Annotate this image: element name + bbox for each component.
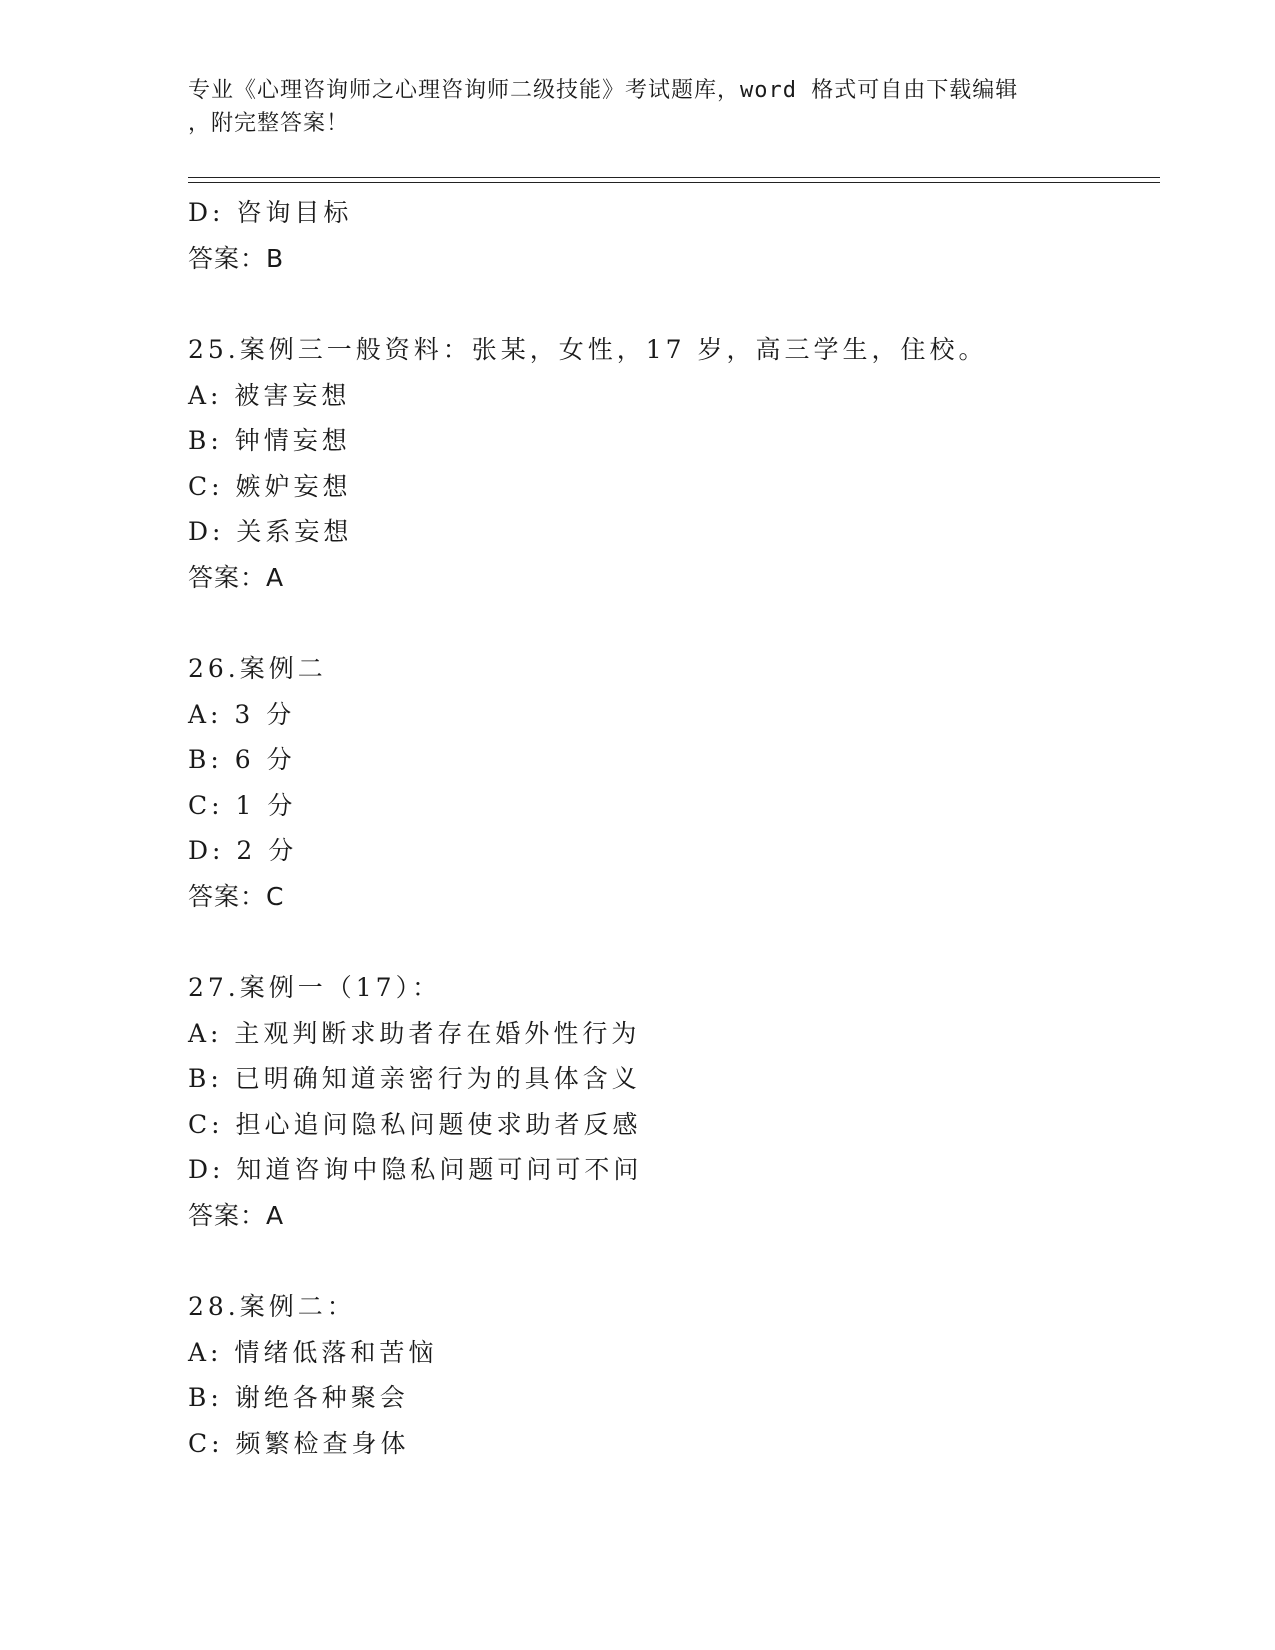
header-divider-top: [188, 177, 1160, 178]
question-stem: 28.案例二：: [188, 1292, 356, 1321]
answer-line: 答案：C: [188, 881, 285, 911]
question-list: [188, 190, 1138, 1466]
question-stem: 25.案例三一般资料：张某，女性，17 岁，高三学生，住校。: [188, 335, 988, 364]
document-header: 专业《心理咨询师之心理咨询师二级技能》考试题库，word 格式可自由下载编辑 ，附完整答案！: [188, 78, 1019, 136]
option-b: B: 谢绝各种聚会: [188, 1383, 409, 1412]
answer-line: 答案：A: [188, 1200, 285, 1230]
option-a: A: 主观判断求助者存在婚外性行为: [188, 1018, 641, 1048]
answer-line: 答案：B: [188, 243, 285, 273]
option-c: C: 嫉妒妄想: [188, 471, 352, 501]
question-25: [188, 327, 1138, 600]
answer-line: 答案：A: [188, 562, 285, 592]
option-c: C: 频繁检查身体: [188, 1428, 410, 1458]
option-d: D: 咨询目标: [188, 198, 353, 227]
option-a: A: 被害妄想: [188, 380, 351, 410]
option-d: D: 关系妄想: [188, 517, 353, 546]
question-28: [188, 1284, 1138, 1466]
option-b: B: 已明确知道亲密行为的具体含义: [188, 1064, 641, 1093]
option-d: D: 2 分: [188, 836, 298, 865]
option-c: C: 担心追问隐私问题使求助者反感: [188, 1109, 642, 1139]
option-c: C: 1 分: [188, 790, 297, 820]
option-a: A: 情绪低落和苦恼: [188, 1337, 438, 1367]
option-d: D: 知道咨询中隐私问题可问可不问: [188, 1155, 643, 1184]
option-a: A: 3 分: [188, 699, 296, 729]
header-divider-bottom: [188, 182, 1160, 183]
question-stem: 26.案例二: [188, 654, 327, 683]
question-26: [188, 646, 1138, 919]
option-b: B: 钟情妄想: [188, 426, 351, 455]
question-stem: 27.案例一（17）：: [188, 973, 442, 1002]
question-27: [188, 965, 1138, 1238]
option-b: B: 6 分: [188, 745, 296, 774]
